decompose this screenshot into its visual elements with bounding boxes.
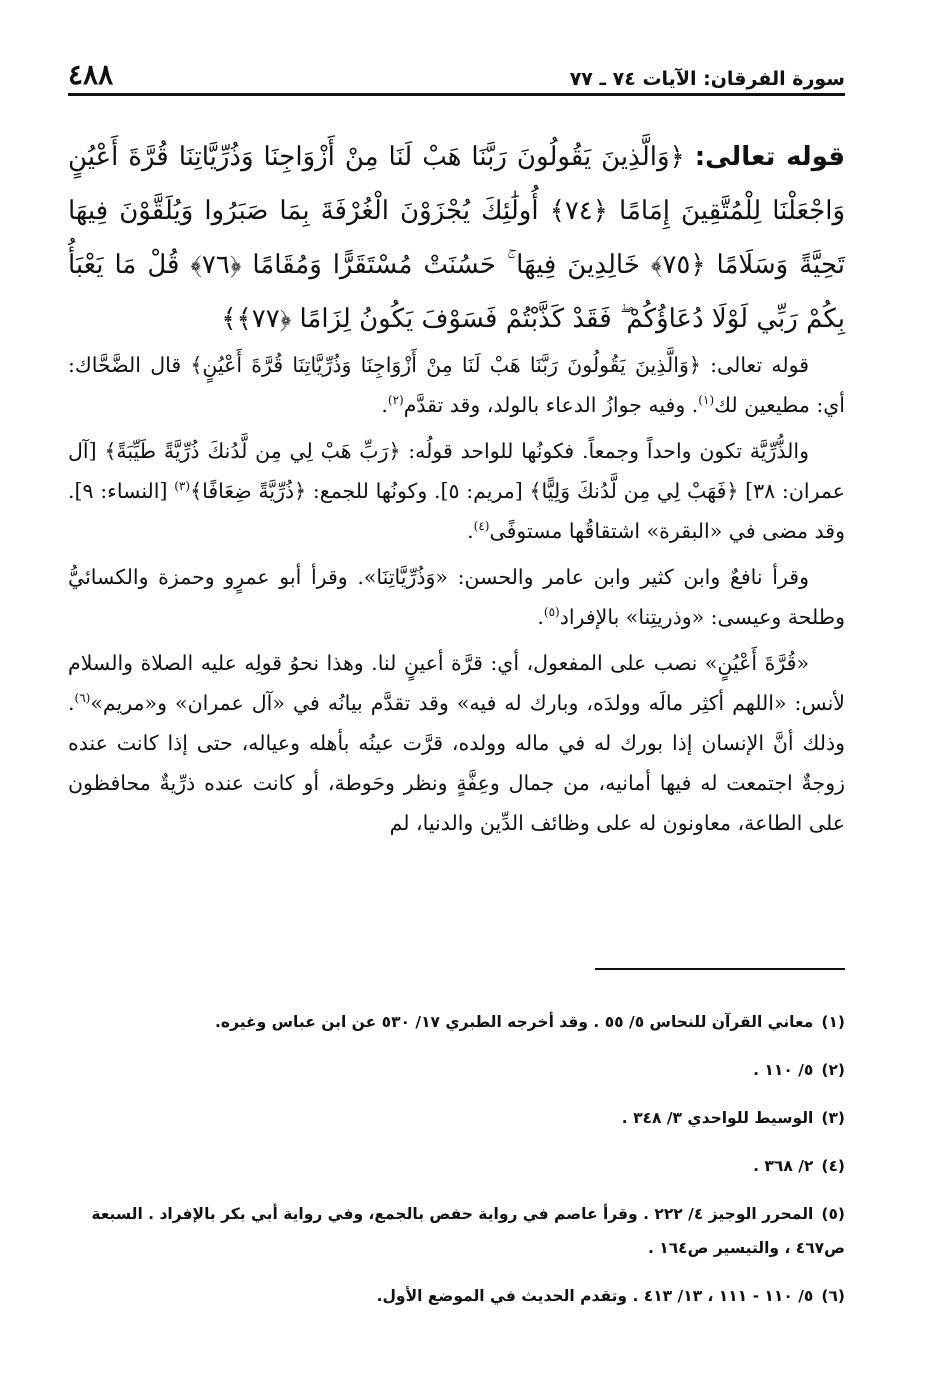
footnote-number: (٥) — [821, 1205, 845, 1223]
footnote-number: (١) — [821, 1013, 845, 1031]
footnote-ref-3: (٣) — [174, 479, 191, 494]
footnote-ref-4: (٤) — [473, 519, 490, 534]
footnote-number: (٦) — [821, 1287, 845, 1305]
footnote-separator — [595, 968, 845, 970]
page-header — [68, 58, 845, 96]
footnote-ref-5: (٥) — [543, 605, 560, 620]
footnote-ref-6: (٦) — [74, 691, 91, 706]
paragraph-1 — [68, 345, 845, 425]
paragraph-2-end: . — [467, 519, 474, 543]
footnote-ref-1: (١) — [698, 393, 715, 408]
footnote-text: ٥/ ١١٠ . — [753, 1061, 814, 1079]
footnote-text: الوسيط للواحدي ٣/ ٣٤٨ . — [621, 1109, 814, 1127]
footnote-ref-2: (٢) — [387, 393, 404, 408]
paragraph-3 — [68, 557, 845, 637]
paragraph-2 — [68, 431, 845, 551]
paragraph-3-end: . — [537, 605, 544, 629]
paragraph-2-tail: [النساء: ٩]. وقد مضى في «البقرة» اشتقاقُها مستوفًى — [68, 479, 845, 543]
running-title: سورة الفرقان: الآيات ٧٤ ـ ٧٧ — [569, 68, 845, 90]
paragraph-4 — [68, 643, 845, 843]
footnote-number: (٣) — [821, 1109, 845, 1127]
paragraph-2-text: والذُّرِّيَّة تكون واحداً وجمعاً. فكونُها للواحد قولُه: ﴿رَبِّ هَبْ لِي مِن لَّدُنكَ ذُرِّيَّةً طَيِّبَةً﴾ [آل عمران: ٣٨] ﴿فَهَبْ لِي مِن لَّدُنكَ وَلِيًّا﴾ [مريم: ٥]. وكونُها للجمع: ﴿ذُرِّيَّةً ضِعَافًا﴾ — [68, 439, 845, 503]
paragraph-3-text: وقرأ نافعٌ وابن كثير وابن عامر والحسن: «وَذُرِّيَّاتِنَا». وقرأ أبو عمرٍو وحمزة والكسائيُّ وطلحة وعيسى: «وذريتِنا» بالإفراد — [68, 565, 845, 629]
paragraph-4-tail: . وذلك أنَّ الإنسان إذا بورك له في ماله وولده، قرَّت عينُه بأهله وعياله، حتى إذا كانت عنده زوجةٌ اجتمعت له فيها أمانيه، من جمال وعِفَّةٍ ونظر وحَوطة، أو كانت عنده ذرِّيةٌ محافظون على الطاعة، معاونون له على وظائف الدِّين والدنيا، لم — [68, 691, 845, 835]
paragraph-1-end: . — [381, 393, 388, 417]
footnote-number: (٤) — [821, 1157, 845, 1175]
footnote-text: ٢/ ٣٦٨ . — [753, 1157, 814, 1175]
footnote-text: ٥/ ١١٠ - ١١١ ، ١٣/ ٤١٣ . وتقدم الحديث في الموضع الأول. — [376, 1287, 814, 1305]
footnote-number: (٢) — [821, 1061, 845, 1079]
paragraph-1-text: قوله تعالى: ﴿وَالَّذِينَ يَقُولُونَ رَبَّنَا هَبْ لَنَا مِنْ أَزْوَاجِنَا وَذُرِّيَّاتِنَا قُرَّةَ أَعْيُنٍ﴾ قال الضَّحَّاك: أي: مطيعين لك — [68, 353, 845, 417]
verse-text: ﴿وَالَّذِينَ يَقُولُونَ رَبَّنَا هَبْ لَنَا مِنْ أَزْوَاجِنَا وَذُرِّيَّاتِنَا قُرَّةَ أَعْيُنٍ وَاجْعَلْنَا لِلْمُتَّقِينَ إِمَامًا ﴿٧٤﴾ أُولَٰئِكَ يُجْزَوْنَ الْغُرْفَةَ بِمَا صَبَرُوا وَيُلَقَّوْنَ فِيهَا تَحِيَّةً وَسَلَامًا ﴿٧٥﴾ خَالِدِينَ فِيهَا ۚ حَسُنَتْ مُسْتَقَرًّا وَمُقَامًا ﴿٧٦﴾ قُلْ مَا يَعْبَأُ بِكُمْ رَبِّي لَوْلَا دُعَاؤُكُمْ ۖ فَقَدْ كَذَّبْتُمْ فَسَوْفَ يَكُونُ لِزَامًا ﴿٧٧﴾﴾ — [68, 142, 845, 334]
footnote-text: المحرر الوجيز ٤/ ٢٢٢ . وقرأ عاصم في رواية حفص بالجمع، وفي رواية أبي بكر بالإفراد . السبعة ص٤٦٧ ، والتيسير ص١٦٤ . — [91, 1205, 845, 1257]
footnote-5 — [68, 1197, 845, 1265]
footnote-3 — [68, 1101, 845, 1135]
paragraph-4-text: «قُرَّةَ أَعْيُنٍ» نصب على المفعول، أي: قرَّة أعينٍ لنا. وهذا نحوُ قولِه عليه الصلاة والسلام لأنس: «اللهم أكثِر مالَه وولدَه، وبارك له فيه» وقد تقدَّم بيانُه في «آل عمران» و«مريم» — [68, 651, 845, 715]
quran-verses — [68, 130, 845, 346]
page-number: ٤٨٨ — [68, 58, 114, 91]
footnote-4 — [68, 1149, 845, 1183]
verse-intro: قوله تعالى: — [694, 142, 846, 172]
footnote-2 — [68, 1053, 845, 1087]
footnotes — [68, 1005, 845, 1327]
footnote-1 — [68, 1005, 845, 1039]
commentary-body — [68, 345, 845, 849]
footnote-text: معاني القرآن للنحاس ٥/ ٥٥ . وقد أخرجه الطبري ١٧/ ٥٣٠ عن ابن عباس وغيره. — [215, 1013, 814, 1031]
paragraph-1-tail: . وفيه جوازُ الدعاء بالولد، وقد تقدَّم — [403, 393, 699, 417]
footnote-6 — [68, 1279, 845, 1313]
